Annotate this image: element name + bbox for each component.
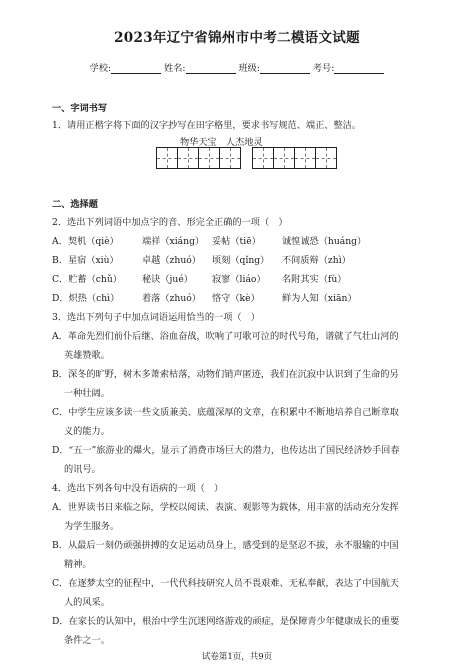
grid-cell[interactable]	[273, 147, 295, 169]
q4-option-d[interactable]: D．在家长的认知中，根治中学生沉迷网络游戏的顽症，是保障青少年健康成长的重要	[52, 616, 400, 627]
name-label: 姓名:	[164, 63, 186, 74]
q4-stem: 4．选出下列各句中没有语病的一项（ ）	[52, 483, 224, 494]
page-footer: 试卷第1页，共9页	[201, 652, 273, 662]
student-info-row	[0, 60, 474, 74]
grid-cell[interactable]	[315, 147, 337, 169]
tianzige-grid	[156, 147, 336, 169]
q3-option-b-cont: 一种壮阔。	[64, 388, 110, 399]
class-label: 班级:	[238, 63, 260, 74]
q3-option-c[interactable]: C．中学生应该多读一些文质兼美、底蕴深厚的文章，在积累中不断地培养自己断章取	[52, 407, 399, 418]
q4-option-a[interactable]: A．世界读书日来临之际，学校以阅读、表演、观影等为载体，用丰富的活动充分发挥	[52, 502, 399, 513]
grid-cell[interactable]	[294, 147, 316, 169]
q3-option-a-cont: 英雄赞歌。	[64, 350, 110, 361]
q4-option-c-cont: 人的风采。	[64, 597, 110, 608]
q1-stem: 1．请用正楷字将下面的汉字抄写在田字格里，要求书写规范、端正、整洁。	[52, 120, 362, 131]
page-title: 2023年辽宁省锦州市中考二模语文试题	[114, 30, 360, 46]
grid-cell[interactable]	[198, 147, 220, 169]
school-blank[interactable]	[111, 63, 161, 74]
section-2-heading: 二、选择题	[52, 199, 98, 210]
q2-option-a[interactable]: A．契机（qiè） 端祥（xiáng） 妥帖（tiē） 诚惶诚恐（huáng）	[52, 236, 367, 247]
q3-option-a[interactable]: A．革命先烈们前仆后继、浴血奋战，吹响了可歌可泣的时代号角，谱就了气壮山河的	[52, 331, 399, 342]
q2-option-b[interactable]: B．星宿（xiù） 卓越（zhuó） 顷刻（qǐng） 不间质辩（zhì）	[52, 255, 351, 266]
q2-option-d[interactable]: D．炽热（chì） 着落（zhuó） 恪守（kè） 鲜为人知（xiān）	[52, 293, 357, 304]
q3-option-d[interactable]: D．“五一”旅游业的爆火，显示了消费市场巨大的潜力，也传达出了国民经济妙手回春	[52, 445, 400, 456]
q4-option-b[interactable]: B．从最后一刻仍顽强拼搏的女足运动员身上，感受到的是坚忍不拔，永不服输的中国	[52, 540, 399, 551]
q4-option-a-cont: 为学生服务。	[64, 521, 120, 532]
grid-cell[interactable]	[219, 147, 241, 169]
grid-cell[interactable]	[156, 147, 178, 169]
q3-option-d-cont: 的讯号。	[64, 464, 101, 475]
q3-stem: 3．选出下列句子中加点词语运用恰当的一项（ ）	[52, 312, 260, 323]
q2-option-c[interactable]: C．贮蓄（chǔ） 秘诀（jué） 寂寥（liáo） 名附其实（fù）	[52, 274, 347, 285]
exam-no-label: 考号:	[312, 63, 335, 74]
name-blank[interactable]	[186, 63, 236, 74]
class-blank[interactable]	[260, 63, 310, 74]
school-label: 学校:	[89, 63, 112, 74]
section-1-heading: 一、字词书写	[52, 103, 108, 114]
q1-phrase: 物华天宝 人杰地灵	[180, 137, 263, 148]
q3-option-c-cont: 义的能力。	[64, 426, 110, 437]
q4-option-d-cont: 条件之一。	[64, 635, 110, 646]
exam-no-blank[interactable]	[334, 63, 384, 74]
q4-option-c[interactable]: C．在逐梦太空的征程中，一代代科技研究人员不畏艰难、无私奉献，表达了中国航天	[52, 578, 399, 589]
q3-option-b[interactable]: B．深冬的旷野，树木多萧索枯落，动物们销声匿迹，我们在沉寂中认识到了生命的另	[52, 369, 399, 380]
grid-cell[interactable]	[177, 147, 199, 169]
grid-cell[interactable]	[252, 147, 274, 169]
q4-option-b-cont: 精神。	[64, 559, 92, 570]
q2-stem: 2．选出下列词语中加点字的音、形完全正确的一项（ ）	[52, 217, 288, 228]
